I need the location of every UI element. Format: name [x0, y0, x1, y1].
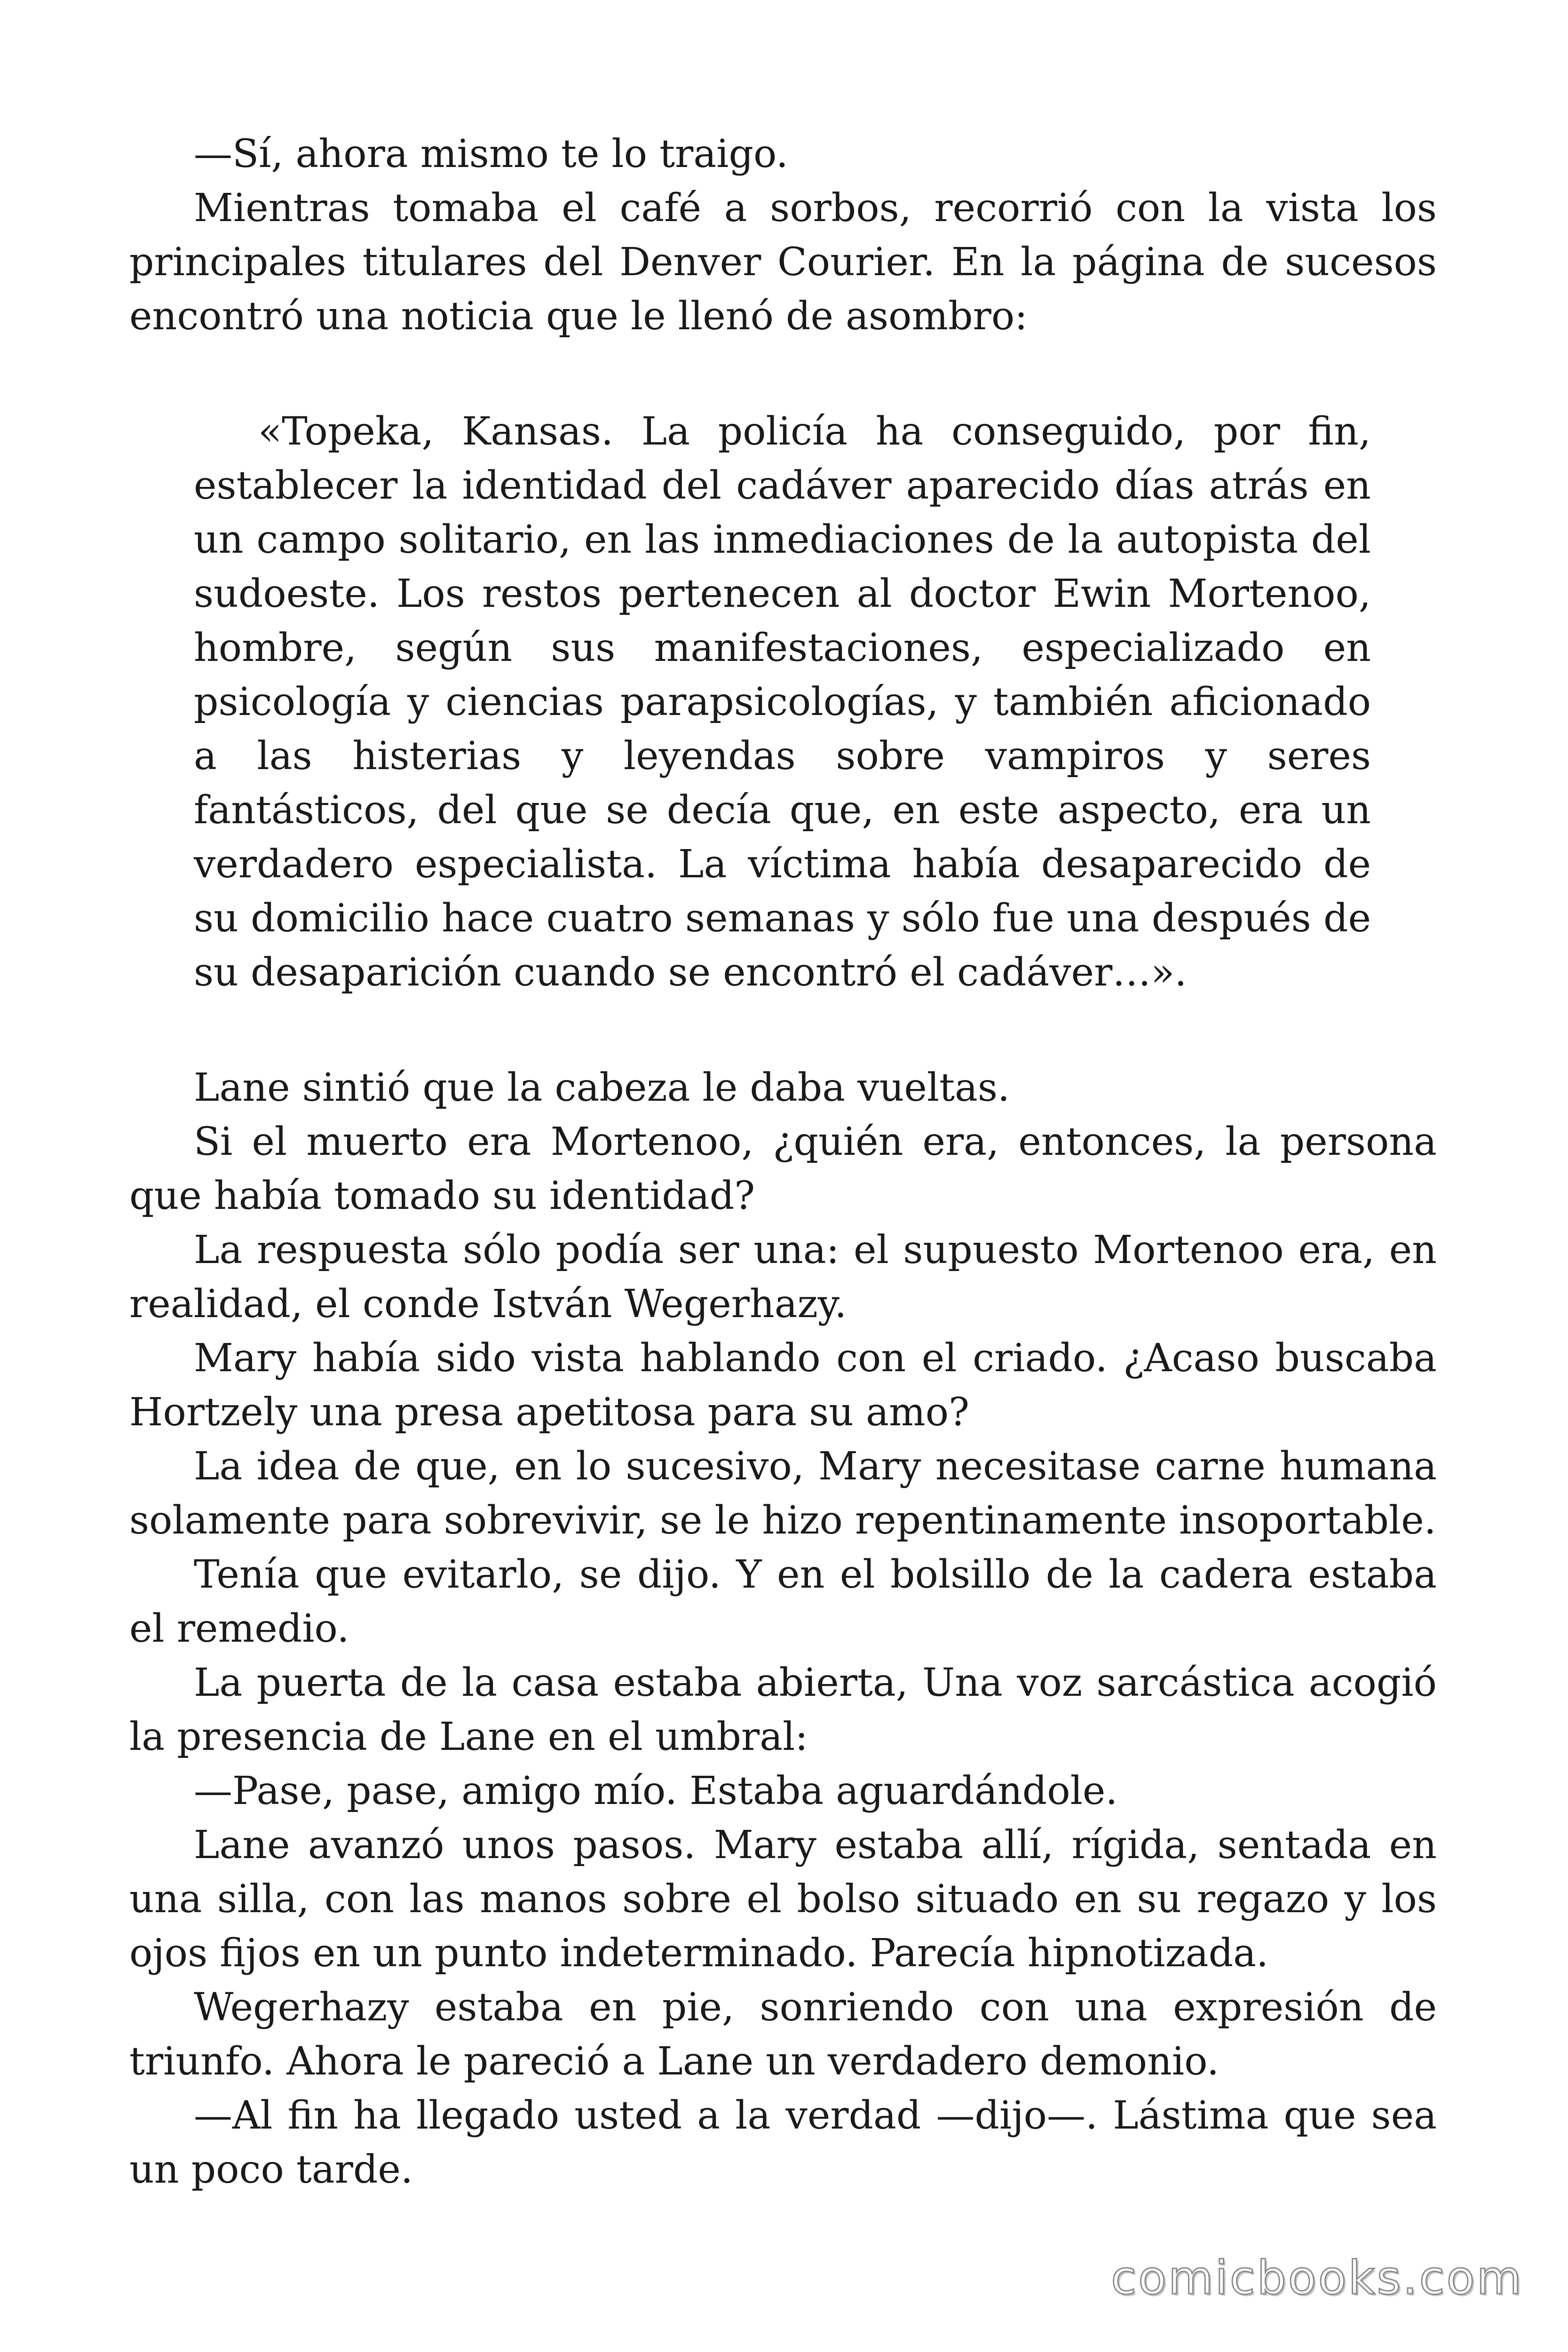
- paragraph: —Pase, pase, amigo mío. Estaba aguardándole.: [194, 1769, 1118, 1813]
- paragraph: Mary había sido vista hablando con el criado. ¿Acaso buscaba Hortzely una presa apetitosa para su amo?: [129, 1336, 1437, 1435]
- paragraph: Tenía que evitarlo, se dijo. Y en el bolsillo de la cadera estaba el remedio.: [129, 1552, 1437, 1651]
- paragraph: Lane avanzó unos pasos. Mary estaba allí, rígida, sentada en una silla, con las manos sobre el bolso situado en su regazo y los ojos fijos en un punto indeterminado. Parecía hipnotizada.: [129, 1823, 1437, 1976]
- quote-text: «Topeka, Kansas. La policía ha conseguido, por fin, establecer la identidad del cadáver aparecido días atrás en un campo solitario, en las inmediaciones de la autopista del sudoeste. Los restos pertenecen al doctor Ewin Mortenoo, hombre, según sus manifestaciones, especializado en psicología y ciencias parapsicologías, y también aficionado a las histerias y leyendas sobre vampiros y seres fantásticos, del que se decía que, en este aspecto, era un verdadero especialista. La víctima había desaparecido de su domicilio hace cuatro semanas y sólo fue una después de su desaparición cuando se encontró el cadáver…».: [194, 409, 1371, 995]
- paragraph: Lane sintió que la cabeza le daba vueltas.: [194, 1065, 1010, 1110]
- page-text: [129, 127, 1437, 2197]
- paragraph: La puerta de la casa estaba abierta, Una voz sarcástica acogió la presencia de Lane en el umbral:: [129, 1661, 1437, 1759]
- paragraph: —Sí, ahora mismo te lo traigo.: [194, 132, 788, 176]
- newspaper-quote: [194, 405, 1371, 1000]
- paragraph: Wegerhazy estaba en pie, sonriendo con una expresión de triunfo. Ahora le pareció a Lane un verdadero demonio.: [129, 1985, 1437, 2084]
- paragraph: —Al fin ha llegado usted a la verdad —dijo—. Lástima que sea un poco tarde.: [129, 2093, 1437, 2192]
- paragraph: La respuesta sólo podía ser una: el supuesto Mortenoo era, en realidad, el conde István Wegerhazy.: [129, 1228, 1437, 1327]
- watermark: comicbooks.com: [1111, 2251, 1523, 2305]
- paragraph: Mientras tomaba el café a sorbos, recorrió con la vista los principales titulares del Denver Courier. En la página de sucesos encontró una noticia que le llenó de asombro:: [129, 186, 1437, 339]
- paragraph: La idea de que, en lo sucesivo, Mary necesitase carne humana solamente para sobrevivir, se le hizo repentinamente insoportable.: [129, 1444, 1437, 1543]
- paragraph: Si el muerto era Mortenoo, ¿quién era, entonces, la persona que había tomado su identidad?: [129, 1120, 1437, 1218]
